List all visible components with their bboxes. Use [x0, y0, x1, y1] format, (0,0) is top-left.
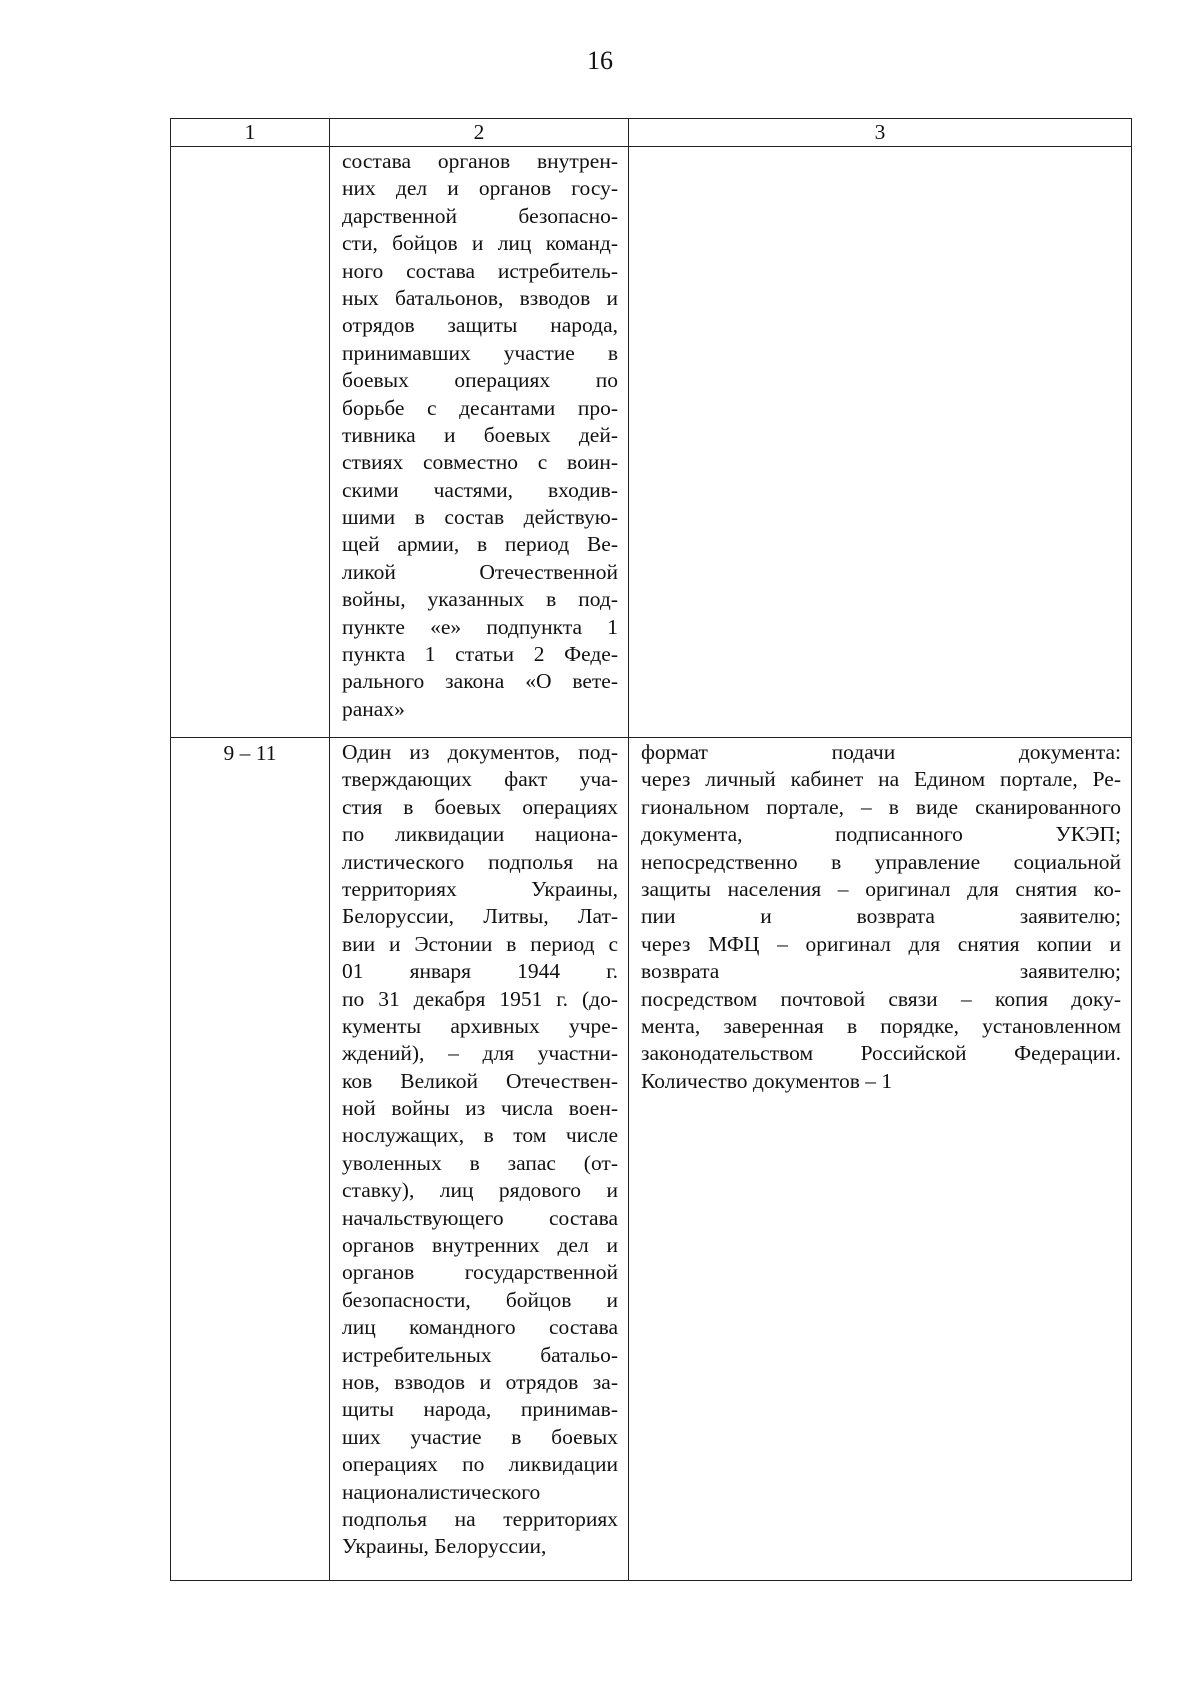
text-line: боевых операциях по	[342, 368, 618, 393]
text-line: пункте «е» подпункта 1	[342, 614, 618, 639]
text-line: Белоруссии, Литвы, Лат-	[342, 904, 618, 929]
text-line: гиональном портале, – в виде сканированного	[641, 794, 1121, 819]
text-line: вии и Эстонии в период с	[342, 931, 618, 956]
text-line: лиц командного состава	[342, 1315, 618, 1340]
document-description-cell	[330, 738, 629, 1581]
document-table	[170, 118, 1132, 1581]
text-line: Украины, Белоруссии,	[342, 1534, 547, 1559]
row-number-cell: 9 – 11	[171, 738, 330, 1581]
text-line: через личный кабинет на Едином портале, Ре-	[641, 767, 1121, 792]
text-line: законодательством Российской Федерации.	[641, 1041, 1121, 1066]
column-header-2: 2	[330, 119, 629, 147]
text-line: ставку), лиц рядового и	[342, 1178, 618, 1203]
text-line: ствиях совместно с воин-	[342, 450, 618, 475]
text-line: Количество документов – 1	[641, 1068, 893, 1093]
text-line: документа, подписанного УКЭП;	[641, 822, 1121, 847]
text-line: операциях по ликвидации	[342, 1452, 618, 1477]
text-line: 01 января 1944 г.	[342, 959, 618, 984]
text-line: ликой Отечественной	[342, 559, 618, 584]
text-line: листического подполья на	[342, 849, 618, 874]
text-line: отрядов защиты народа,	[342, 313, 618, 338]
text-line: возврата заявителю;	[641, 959, 1121, 984]
column-header-3: 3	[629, 119, 1132, 147]
text-line: по 31 декабря 1951 г. (до-	[342, 986, 618, 1011]
row-number-cell	[171, 147, 330, 738]
text-line: ной войны из числа воен-	[342, 1096, 618, 1121]
submission-format-cell	[629, 147, 1132, 738]
text-line: уволенных в запас (от-	[342, 1150, 618, 1175]
text-line: националистического	[342, 1479, 541, 1504]
text-line: ных батальонов, взводов и	[342, 285, 618, 310]
text-line: состава органов внутрен-	[342, 149, 618, 173]
page-number: 16	[587, 46, 613, 75]
text-line: мента, заверенная в порядке, установленном	[641, 1013, 1121, 1038]
text-line: дарственной безопасно-	[342, 203, 618, 228]
column-header-1: 1	[171, 119, 330, 147]
text-line: принимавших участие в	[342, 340, 618, 365]
text-line: нов, взводов и отрядов за-	[342, 1369, 618, 1394]
submission-format-cell	[629, 738, 1132, 1581]
text-line: нослужащих, в том числе	[342, 1123, 618, 1148]
text-line: ного состава истребитель-	[342, 258, 618, 283]
text-line: ранах»	[342, 696, 405, 721]
text-line: Один из документов, под-	[342, 740, 618, 764]
table-row	[171, 147, 1132, 738]
text-line: посредством почтовой связи – копия доку-	[641, 986, 1121, 1011]
text-line: начальствующего состава	[342, 1205, 618, 1230]
text-line: формат подачи документа:	[641, 740, 1121, 764]
text-line: органов государственной	[342, 1260, 618, 1285]
text-line: ждений), – для участни-	[342, 1041, 618, 1066]
text-line: пии и возврата заявителю;	[641, 904, 1121, 929]
text-line: органов внутренних дел и	[342, 1233, 618, 1258]
text-line: через МФЦ – оригинал для снятия копии и	[641, 931, 1121, 956]
text-line: борьбе с десантами про-	[342, 395, 618, 420]
text-line: истребительных батальо-	[342, 1342, 618, 1367]
text-line: тивника и боевых дей-	[342, 422, 618, 447]
text-line: скими частями, входив-	[342, 477, 618, 502]
table-header-row	[171, 119, 1132, 147]
text-line: ших участие в боевых	[342, 1424, 618, 1449]
text-line: пункта 1 статьи 2 Феде-	[342, 642, 618, 667]
text-line: щей армии, в период Ве-	[342, 532, 618, 557]
text-line: безопасности, бойцов и	[342, 1287, 618, 1312]
document-description-cell	[330, 147, 629, 738]
text-line: кументы архивных учре-	[342, 1013, 618, 1038]
text-line: непосредственно в управление социальной	[641, 849, 1121, 874]
text-line: ков Великой Отечествен-	[342, 1068, 618, 1093]
text-line: рального закона «О вете-	[342, 669, 618, 694]
text-line: них дел и органов госу-	[342, 176, 618, 201]
text-line: шими в состав действую-	[342, 505, 618, 530]
text-line: территориях Украины,	[342, 876, 618, 901]
text-line: щиты народа, принимав-	[342, 1397, 618, 1422]
text-line: защиты населения – оригинал для снятия ко-	[641, 876, 1121, 901]
text-line: по ликвидации национа-	[342, 822, 618, 847]
text-line: подполья на территориях	[342, 1506, 618, 1531]
table-row	[171, 738, 1132, 1581]
text-line: сти, бойцов и лиц команд-	[342, 231, 618, 256]
text-line: тверждающих факт уча-	[342, 767, 618, 792]
text-line: стия в боевых операциях	[342, 794, 618, 819]
text-line: войны, указанных в под-	[342, 587, 618, 612]
